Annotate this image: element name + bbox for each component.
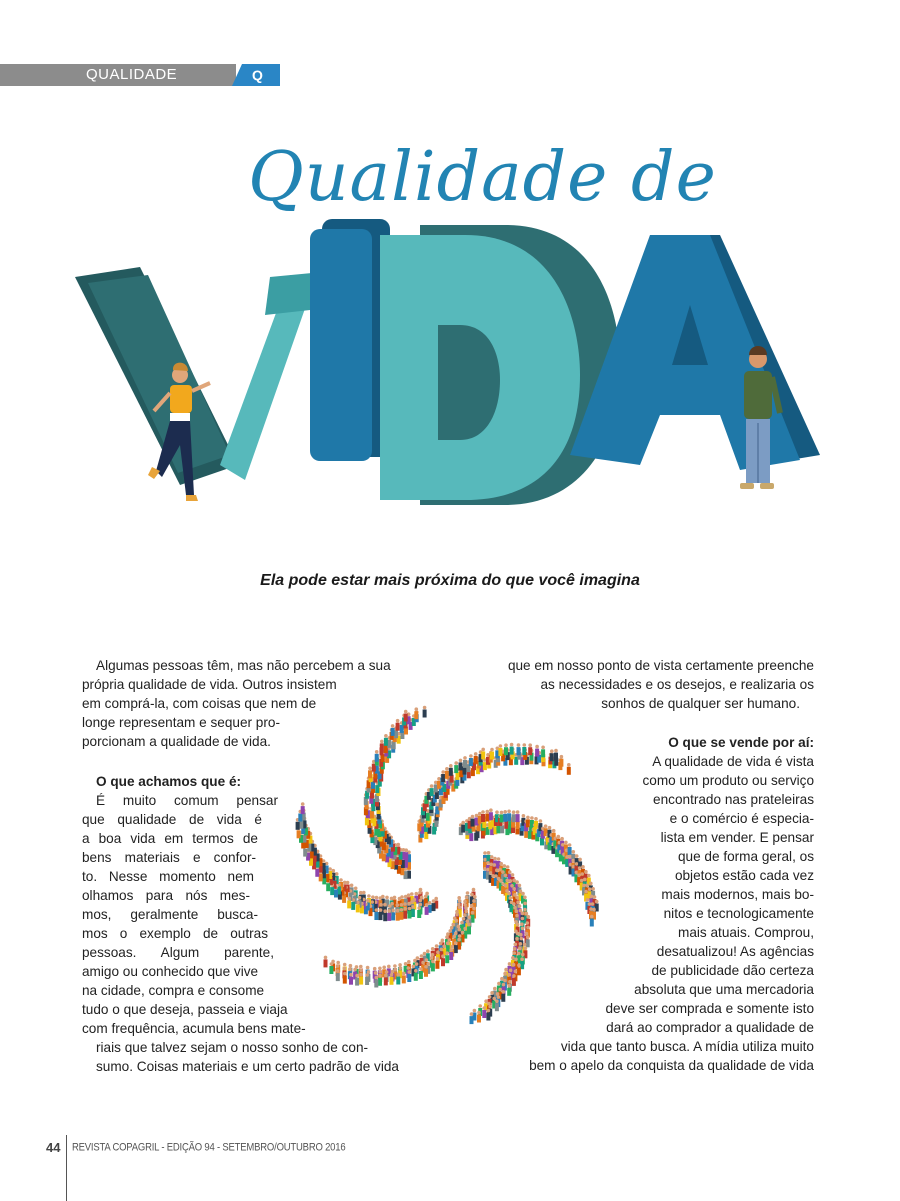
letter-v: [75, 267, 315, 485]
left-line: longe representam e sequer pro-: [82, 715, 280, 730]
left-line: sumo. Coisas materiais e um certo padrão de vida: [96, 1059, 399, 1074]
right-line: de publicidade dão certeza: [651, 963, 814, 978]
left-line: to. Nesse momento nem: [82, 869, 254, 884]
letter-a: [570, 235, 820, 470]
left-line: em comprá-la, com coisas que nem de: [82, 696, 317, 711]
right-line: desatualizou! As agências: [656, 944, 814, 959]
right-line: as necessidades e os desejos, e realizaria os: [540, 677, 814, 692]
right-line: que de forma geral, os: [677, 849, 814, 864]
left-line: tudo o que deseja, passeia e viaja: [82, 1002, 288, 1017]
page-title-script: Qualidade de: [248, 138, 717, 217]
right-line: absoluta que uma mercadoria: [634, 982, 814, 997]
left-line: porcionam a qualidade de vida.: [82, 734, 271, 749]
left-line: É muito comum pensar: [96, 793, 278, 808]
right-line: encontrado nas prateleiras: [653, 792, 814, 807]
left-line: que qualidade de vida é: [82, 812, 262, 827]
right-line: bem o apelo da conquista da qualidade de vida: [529, 1058, 814, 1073]
crowd-spiral-icon: [282, 702, 612, 1028]
right-line: mais modernos, mais bo-: [661, 887, 814, 902]
letter-i: [310, 219, 390, 461]
left-line: riais que talvez sejam o nosso sonho de con-: [96, 1040, 369, 1055]
left-line: a boa vida em termos de: [82, 831, 258, 846]
left-line: com frequência, acumula bens mate-: [82, 1021, 306, 1036]
subtitle: Ela pode estar mais próxima do que você imagina: [260, 572, 640, 589]
left-line: pessoas. Algum parente,: [82, 945, 274, 960]
right-line: mais atuais. Comprou,: [678, 925, 814, 940]
right-line: como um produto ou serviço: [642, 773, 814, 788]
left-line: própria qualidade de vida. Outros insistem: [82, 677, 337, 692]
left-line: olhamos para nós mes-: [82, 888, 250, 903]
right-line: deve ser comprada e somente isto: [605, 1001, 814, 1016]
left-line: amigo ou conhecido que vive: [82, 964, 259, 979]
left-line: na cidade, compra e consome: [82, 983, 265, 998]
right-line: vida que tanto busca. A mídia utiliza muito: [560, 1039, 814, 1054]
right-line: objetos estão cada vez: [674, 868, 814, 883]
section-heading-right: O que se vende por aí:: [668, 735, 814, 750]
section-heading-left: O que achamos que é:: [96, 774, 242, 789]
hero-illustration: [60, 215, 840, 525]
right-line: dará ao comprador a qualidade de: [606, 1020, 814, 1035]
right-line: e o comércio é especia-: [669, 811, 814, 826]
left-line: bens materiais e confor-: [82, 850, 256, 865]
right-line: lista em vender. E pensar: [660, 830, 814, 845]
section-label: QUALIDADE: [86, 66, 178, 83]
right-line: nitos e tecnologicamente: [663, 906, 814, 921]
section-badge-letter: Q: [252, 67, 263, 83]
publication-info: REVISTA COPAGRIL - EDIÇÃO 94 - SETEMBRO/OUTUBRO 2016: [72, 1141, 346, 1155]
left-line: mos o exemplo de outras: [82, 926, 268, 941]
footer-rule: [66, 1135, 67, 1201]
page-number: 44: [46, 1140, 61, 1155]
right-line: sonhos de qualquer ser humano.: [601, 696, 800, 711]
left-line: mos, geralmente busca-: [82, 907, 258, 922]
letter-d: [380, 225, 620, 505]
left-line: Algumas pessoas têm, mas não percebem a sua: [96, 658, 391, 673]
right-line: A qualidade de vida é vista: [652, 754, 814, 769]
right-line: que em nosso ponto de vista certamente preenche: [507, 658, 814, 673]
